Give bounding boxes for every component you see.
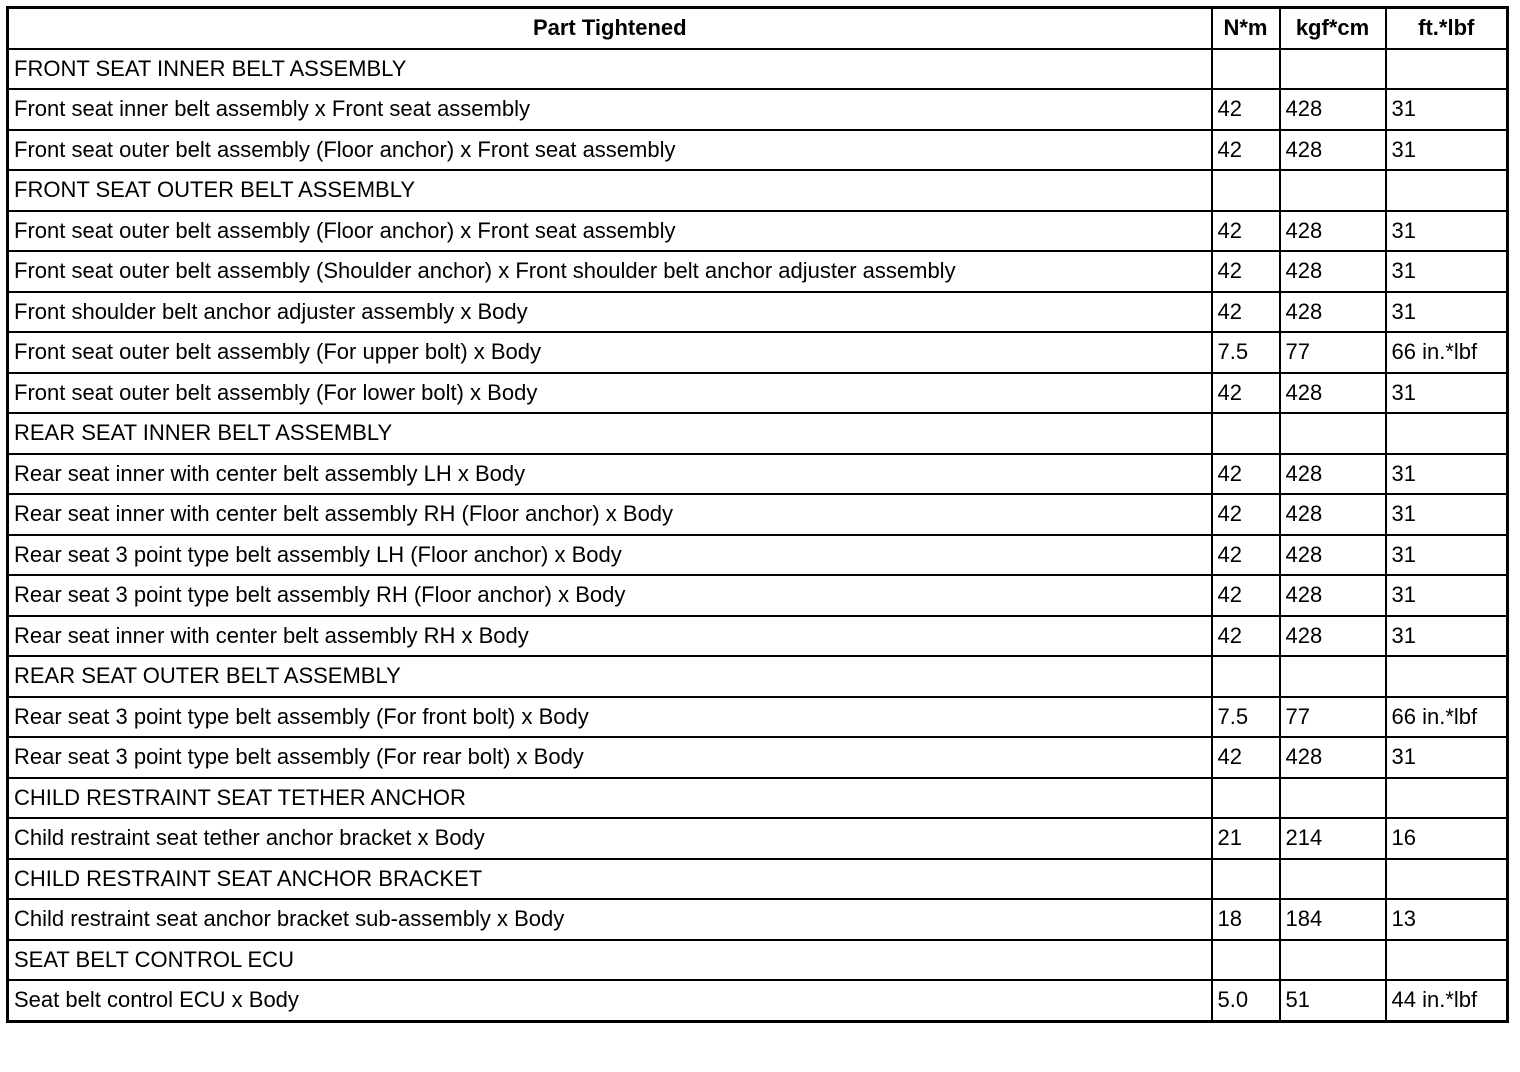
part-cell: Seat belt control ECU x Body (8, 980, 1212, 1021)
table-row (8, 980, 1508, 1021)
kgf-cell (1280, 49, 1386, 90)
ft-cell (1386, 778, 1508, 819)
kgf-cell: 428 (1280, 130, 1386, 171)
part-cell: Rear seat 3 point type belt assembly (For rear bolt) x Body (8, 737, 1212, 778)
kgf-cell: 428 (1280, 535, 1386, 576)
nm-cell: 7.5 (1212, 697, 1280, 738)
table-row (8, 251, 1508, 292)
kgf-cell: 428 (1280, 616, 1386, 657)
kgf-cell: 428 (1280, 373, 1386, 414)
nm-cell (1212, 413, 1280, 454)
kgf-cell: 428 (1280, 737, 1386, 778)
part-cell: Child restraint seat tether anchor bracket x Body (8, 818, 1212, 859)
part-cell: Front seat outer belt assembly (For upper bolt) x Body (8, 332, 1212, 373)
part-cell: Front seat outer belt assembly (Shoulder anchor) x Front shoulder belt anchor adjuster assembly (8, 251, 1212, 292)
ft-cell: 31 (1386, 373, 1508, 414)
ft-cell: 44 in.*lbf (1386, 980, 1508, 1021)
table-row (8, 818, 1508, 859)
ft-cell: 31 (1386, 535, 1508, 576)
table-row (8, 332, 1508, 373)
nm-cell (1212, 778, 1280, 819)
header-nm: N*m (1212, 8, 1280, 49)
table-row (8, 292, 1508, 333)
nm-cell (1212, 940, 1280, 981)
part-cell: Rear seat 3 point type belt assembly LH (Floor anchor) x Body (8, 535, 1212, 576)
nm-cell: 21 (1212, 818, 1280, 859)
kgf-cell (1280, 778, 1386, 819)
kgf-cell: 428 (1280, 494, 1386, 535)
part-cell: Rear seat inner with center belt assembly LH x Body (8, 454, 1212, 495)
ft-cell (1386, 49, 1508, 90)
nm-cell (1212, 656, 1280, 697)
table-row (8, 454, 1508, 495)
part-cell: REAR SEAT OUTER BELT ASSEMBLY (8, 656, 1212, 697)
part-cell: Child restraint seat anchor bracket sub-assembly x Body (8, 899, 1212, 940)
table-row (8, 49, 1508, 90)
nm-cell (1212, 170, 1280, 211)
header-part-tightened: Part Tightened (8, 8, 1212, 49)
ft-cell: 31 (1386, 130, 1508, 171)
part-cell: CHILD RESTRAINT SEAT TETHER ANCHOR (8, 778, 1212, 819)
nm-cell: 42 (1212, 292, 1280, 333)
nm-cell: 42 (1212, 535, 1280, 576)
nm-cell: 42 (1212, 373, 1280, 414)
part-cell: Rear seat inner with center belt assembly RH (Floor anchor) x Body (8, 494, 1212, 535)
header-ft-lbf: ft.*lbf (1386, 8, 1508, 49)
ft-cell (1386, 413, 1508, 454)
kgf-cell: 51 (1280, 980, 1386, 1021)
part-cell: REAR SEAT INNER BELT ASSEMBLY (8, 413, 1212, 454)
kgf-cell: 428 (1280, 89, 1386, 130)
kgf-cell: 428 (1280, 575, 1386, 616)
ft-cell: 31 (1386, 251, 1508, 292)
nm-cell: 18 (1212, 899, 1280, 940)
nm-cell: 42 (1212, 575, 1280, 616)
table-row (8, 494, 1508, 535)
table-row (8, 616, 1508, 657)
table-row (8, 859, 1508, 900)
nm-cell: 7.5 (1212, 332, 1280, 373)
nm-cell: 42 (1212, 89, 1280, 130)
nm-cell (1212, 859, 1280, 900)
torque-spec-table (6, 6, 1509, 1023)
nm-cell: 42 (1212, 454, 1280, 495)
nm-cell: 42 (1212, 737, 1280, 778)
kgf-cell: 428 (1280, 454, 1386, 495)
table-body (8, 49, 1508, 1022)
table-row (8, 575, 1508, 616)
part-cell: Rear seat 3 point type belt assembly (For front bolt) x Body (8, 697, 1212, 738)
header-kgf-cm: kgf*cm (1280, 8, 1386, 49)
ft-cell: 31 (1386, 737, 1508, 778)
ft-cell: 31 (1386, 292, 1508, 333)
ft-cell: 66 in.*lbf (1386, 332, 1508, 373)
table-row (8, 373, 1508, 414)
table-row (8, 737, 1508, 778)
ft-cell: 13 (1386, 899, 1508, 940)
ft-cell (1386, 656, 1508, 697)
part-cell: Front shoulder belt anchor adjuster assembly x Body (8, 292, 1212, 333)
nm-cell: 42 (1212, 616, 1280, 657)
ft-cell (1386, 940, 1508, 981)
table-row (8, 940, 1508, 981)
ft-cell: 66 in.*lbf (1386, 697, 1508, 738)
table-row (8, 899, 1508, 940)
kgf-cell (1280, 170, 1386, 211)
part-cell: Rear seat inner with center belt assembly RH x Body (8, 616, 1212, 657)
kgf-cell: 214 (1280, 818, 1386, 859)
part-cell: Front seat outer belt assembly (For lower bolt) x Body (8, 373, 1212, 414)
header-row (8, 8, 1508, 49)
ft-cell: 31 (1386, 616, 1508, 657)
ft-cell (1386, 859, 1508, 900)
part-cell: SEAT BELT CONTROL ECU (8, 940, 1212, 981)
table-row (8, 89, 1508, 130)
kgf-cell: 428 (1280, 211, 1386, 252)
table-row (8, 656, 1508, 697)
part-cell: Front seat outer belt assembly (Floor anchor) x Front seat assembly (8, 130, 1212, 171)
table-row (8, 170, 1508, 211)
part-cell: Rear seat 3 point type belt assembly RH (Floor anchor) x Body (8, 575, 1212, 616)
kgf-cell (1280, 413, 1386, 454)
kgf-cell: 77 (1280, 697, 1386, 738)
part-cell: CHILD RESTRAINT SEAT ANCHOR BRACKET (8, 859, 1212, 900)
nm-cell: 42 (1212, 251, 1280, 292)
part-cell: Front seat inner belt assembly x Front seat assembly (8, 89, 1212, 130)
nm-cell: 42 (1212, 130, 1280, 171)
part-cell: FRONT SEAT INNER BELT ASSEMBLY (8, 49, 1212, 90)
kgf-cell (1280, 859, 1386, 900)
table-row (8, 130, 1508, 171)
kgf-cell: 184 (1280, 899, 1386, 940)
table-row (8, 211, 1508, 252)
ft-cell (1386, 170, 1508, 211)
nm-cell: 5.0 (1212, 980, 1280, 1021)
ft-cell: 31 (1386, 454, 1508, 495)
nm-cell: 42 (1212, 211, 1280, 252)
table-row (8, 778, 1508, 819)
kgf-cell: 428 (1280, 292, 1386, 333)
part-cell: Front seat outer belt assembly (Floor anchor) x Front seat assembly (8, 211, 1212, 252)
table-row (8, 413, 1508, 454)
ft-cell: 16 (1386, 818, 1508, 859)
table-row (8, 697, 1508, 738)
ft-cell: 31 (1386, 211, 1508, 252)
nm-cell: 42 (1212, 494, 1280, 535)
ft-cell: 31 (1386, 494, 1508, 535)
kgf-cell (1280, 656, 1386, 697)
table-row (8, 535, 1508, 576)
kgf-cell: 77 (1280, 332, 1386, 373)
part-cell: FRONT SEAT OUTER BELT ASSEMBLY (8, 170, 1212, 211)
kgf-cell (1280, 940, 1386, 981)
ft-cell: 31 (1386, 575, 1508, 616)
nm-cell (1212, 49, 1280, 90)
kgf-cell: 428 (1280, 251, 1386, 292)
ft-cell: 31 (1386, 89, 1508, 130)
